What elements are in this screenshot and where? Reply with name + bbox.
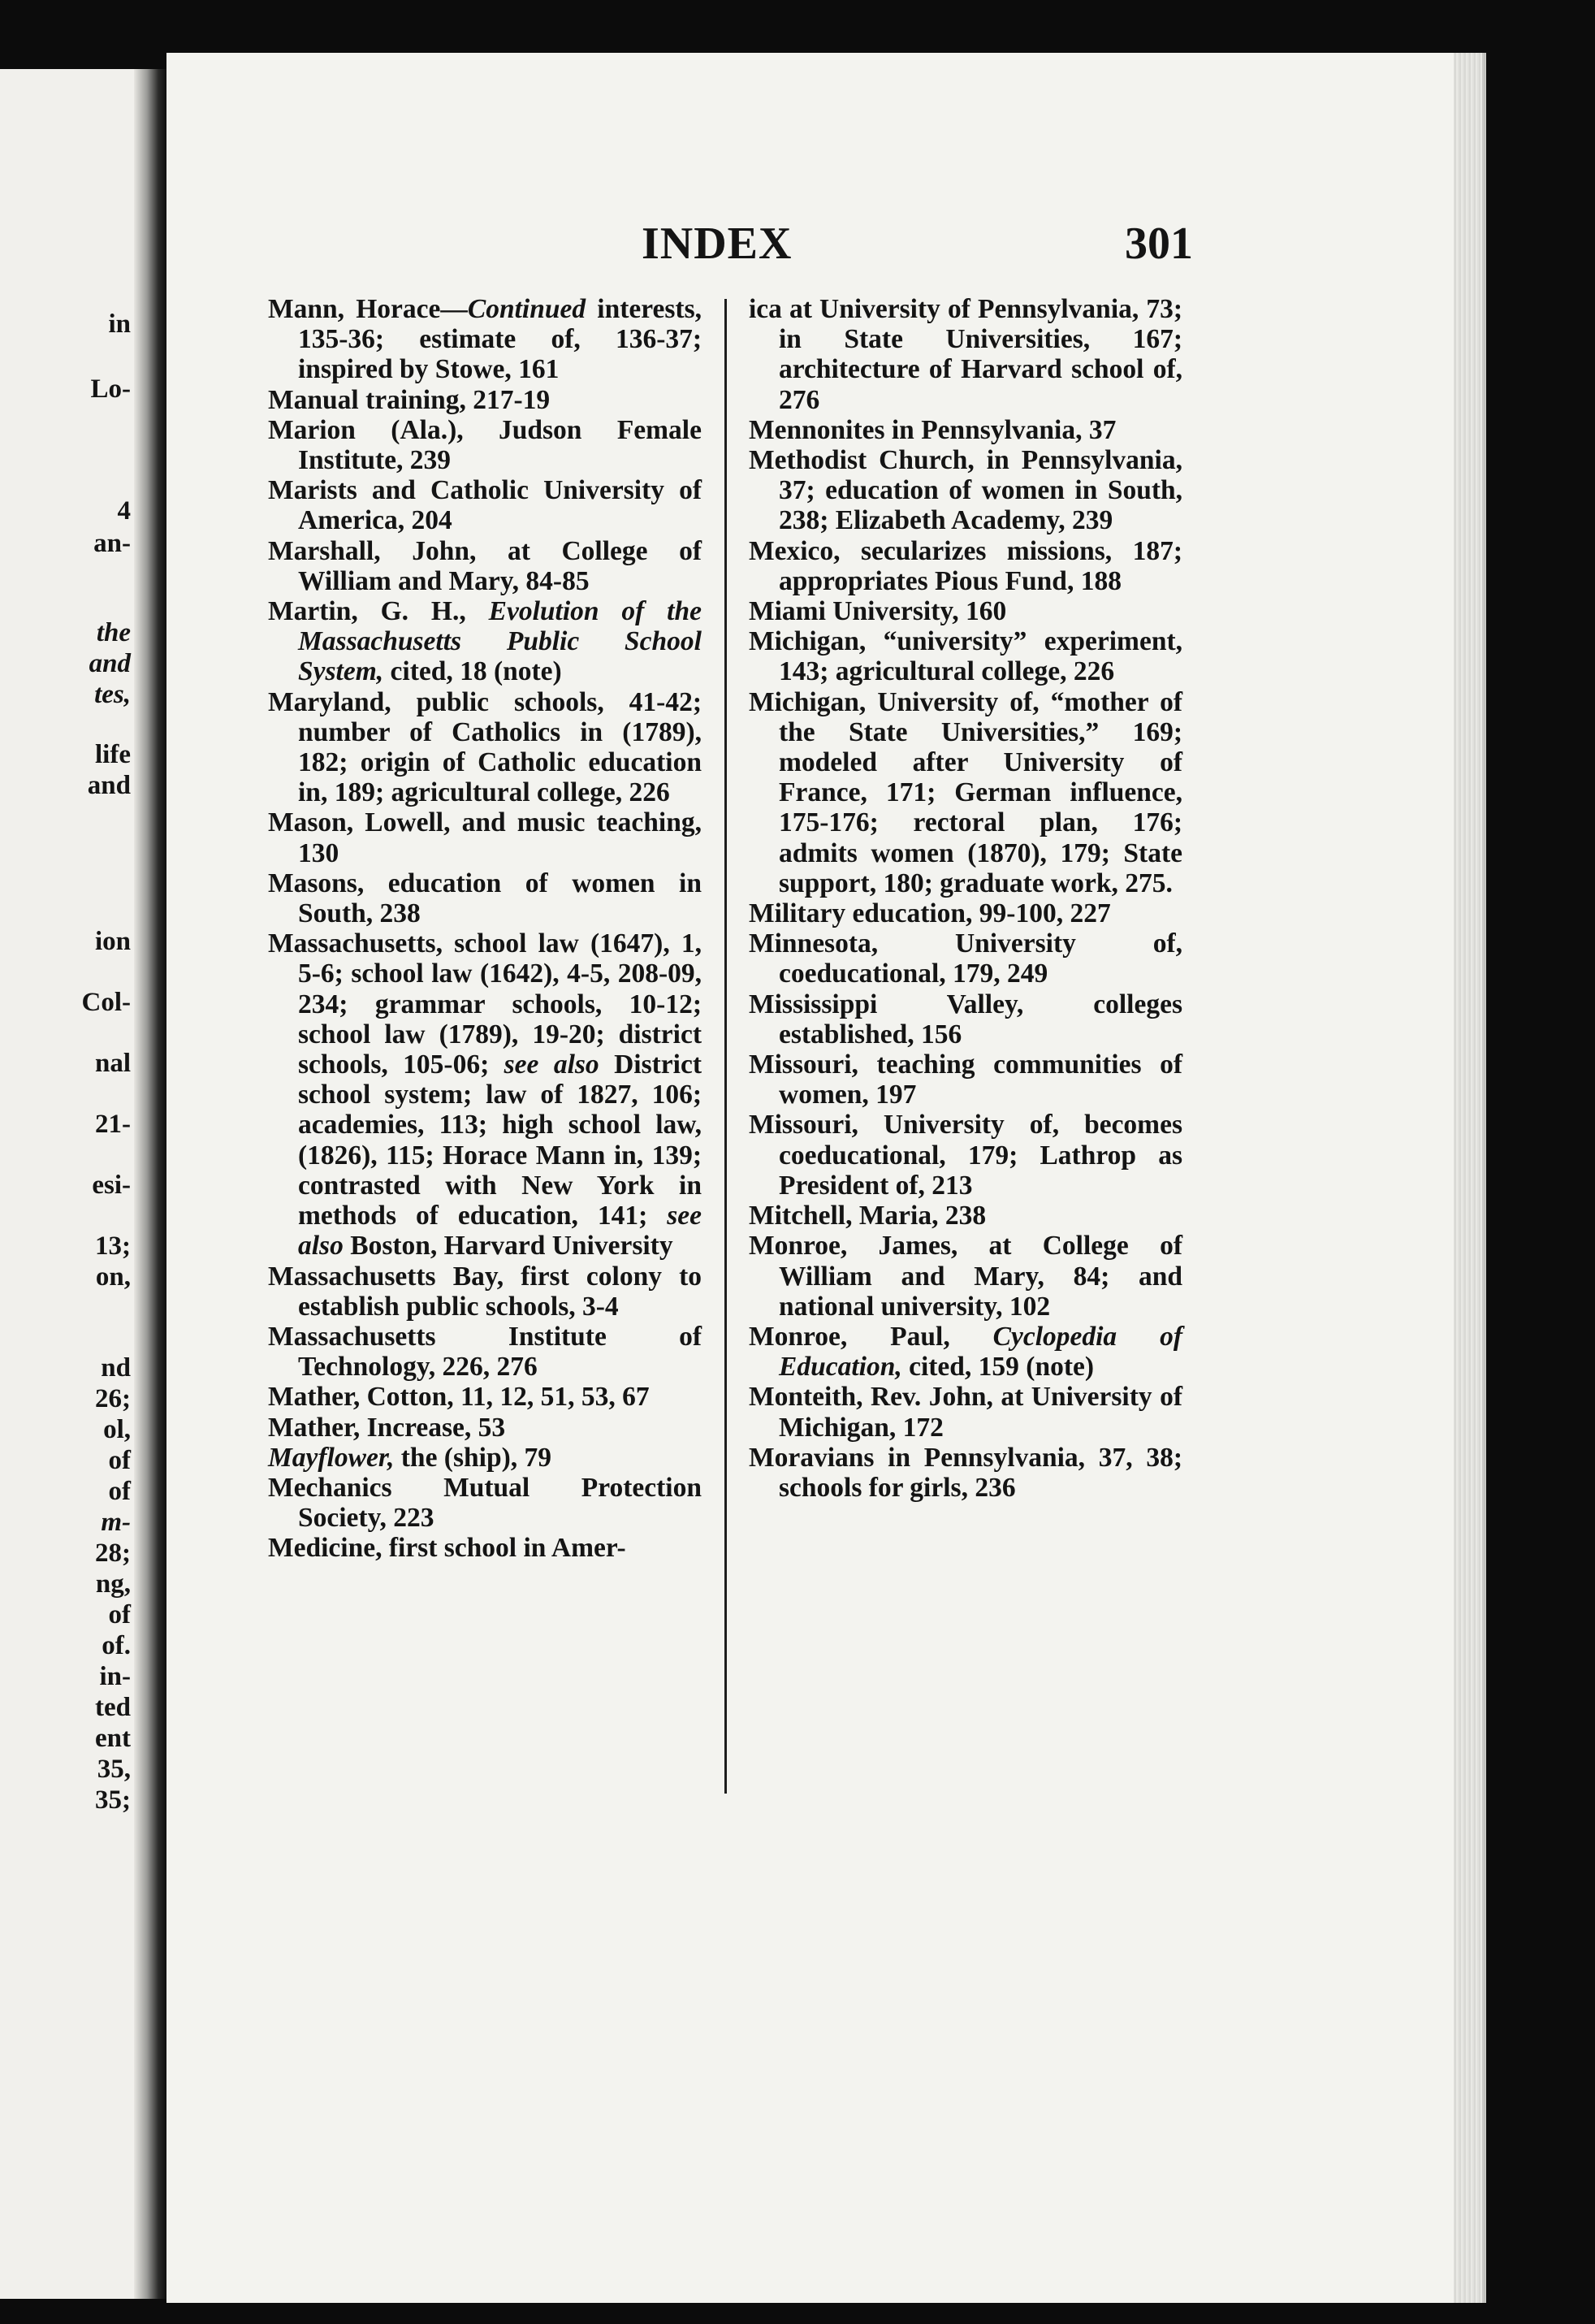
index-entry [268, 807, 702, 868]
index-entry [268, 415, 702, 475]
index-entry-text: Mather, Increase, 53 [268, 1412, 506, 1443]
index-entry-text: Michigan, “university” experiment, 143; agricultural college, 226 [749, 626, 1182, 687]
index-entry-text: Mather, Cotton, 11, 12, 51, 53, 67 [268, 1382, 650, 1413]
left-page-text-fragment: esi- [92, 1171, 131, 1200]
index-entry [749, 1322, 1182, 1382]
left-page-text-fragment: of [108, 1477, 131, 1506]
left-page-text-fragment: Col- [81, 988, 131, 1017]
index-entry [749, 1382, 1182, 1442]
index-entry [749, 687, 1182, 898]
index-entry [268, 1262, 702, 1322]
left-page-text-fragment: 35; [95, 1785, 131, 1815]
left-page-text-fragment: of. [102, 1631, 131, 1660]
index-entry [268, 1322, 702, 1382]
index-entry-italic-text: see also [298, 1201, 702, 1262]
index-entry-italic-text: see also [504, 1049, 599, 1080]
index-entry-text: Mason, Lowell, and music teaching, 130 [268, 807, 702, 868]
left-page-text-fragment: m- [101, 1508, 131, 1537]
index-entry-text: Miami University, 160 [749, 596, 1007, 627]
index-entry [749, 1231, 1182, 1322]
left-page-text-fragment: 28; [95, 1539, 131, 1568]
index-entry-text: Masons, education of women in South, 238 [268, 868, 702, 929]
index-entry [268, 928, 702, 1261]
index-entry [749, 415, 1182, 445]
index-entry-text: Marshall, John, at College of William and Mary, 84-85 [268, 535, 702, 596]
left-page-text-fragment: ent [95, 1724, 131, 1753]
index-entry-italic-text: Evolution of the Massachusetts Public School System, [298, 596, 702, 687]
left-page-text-fragment: Lo- [90, 374, 131, 404]
index-entry [749, 1443, 1182, 1503]
index-entry [749, 445, 1182, 536]
index-entry [268, 1382, 702, 1412]
index-entry [749, 898, 1182, 928]
left-page-text-fragment: ion [94, 927, 131, 956]
index-entry-italic-text: Cyclopedia of Education, [779, 1321, 1182, 1383]
index-entry-text: Medicine, first school in Amer- [268, 1533, 626, 1564]
column-divider [724, 299, 727, 1794]
index-entry-text: Mennonites in Pennsylvania, 37 [749, 414, 1117, 445]
left-page-text-fragment: an- [93, 529, 131, 558]
index-entry [268, 475, 702, 535]
index-entry-text: cited, 159 (note) [901, 1352, 1095, 1383]
left-page-text-fragment: ol, [103, 1415, 131, 1444]
index-entry-italic-text: Continued [467, 294, 586, 324]
index-entry-text: Mississippi Valley, colleges established, 156 [749, 989, 1182, 1049]
left-page-text-fragment: 4 [117, 496, 131, 526]
index-entry [749, 626, 1182, 686]
index-entry-text: the (ship), 79 [394, 1442, 551, 1473]
page-number: 301 [1125, 219, 1193, 269]
index-entry-text: cited, 18 (note) [383, 656, 562, 687]
left-page-text-fragment: the [96, 618, 131, 647]
left-page-text-fragment: nd [101, 1353, 131, 1383]
left-page-text-fragment: 26; [95, 1384, 131, 1413]
index-entry-text: Mitchell, Maria, 238 [749, 1201, 987, 1231]
index-column-left [268, 294, 702, 1564]
index-entry [268, 1533, 702, 1563]
index-entry [268, 596, 702, 687]
left-page-text-fragment: tes, [94, 680, 131, 709]
index-entry-text: Massachusetts, school law (1647), 1, 5-6; school law (1642), 4-5, 208-09, 234; grammar schools, 10-12; school law (1789), 19-20; district schools, 105-06; [268, 928, 702, 1080]
index-entry [749, 536, 1182, 596]
index-entry [749, 294, 1182, 415]
left-page-text-fragment: 21- [95, 1110, 131, 1139]
left-page-text-fragment: life [95, 740, 131, 769]
left-page-text-fragment: nal [94, 1049, 131, 1078]
index-entry [268, 1413, 702, 1443]
index-entry-text: Military education, 99-100, 227 [749, 898, 1111, 929]
index-entry-text: Michigan, University of, “mother of the State Universities,” 169; modeled after University of France, 171; German influence, 175-176; rectoral plan, 176; admits women (1870), 179; State support, 180; graduate work, 275. [749, 686, 1182, 898]
index-entry-text: Minnesota, University of, coeducational, 179, 249 [749, 928, 1182, 989]
index-column-right [749, 294, 1182, 1503]
left-page-text-fragment: 35, [97, 1755, 131, 1784]
index-entry-text: Massachusetts Institute of Technology, 226, 276 [268, 1321, 702, 1383]
index-entry-text: Monroe, James, at College of William and Mary, 84; and national university, 102 [749, 1231, 1182, 1322]
index-entry [268, 1443, 702, 1473]
left-page-text-fragment: and [87, 771, 131, 800]
left-page-text-fragment: 13; [95, 1231, 131, 1261]
index-entry [268, 536, 702, 596]
left-page-text-fragment: ng, [95, 1569, 131, 1599]
index-entry-text: Marists and Catholic University of America, 204 [268, 475, 702, 536]
index-entry-text: Monteith, Rev. John, at University of Michigan, 172 [749, 1382, 1182, 1443]
index-entry [749, 1201, 1182, 1231]
index-entry-text: interests, 135-36; estimate of, 136-37; inspired by Stowe, 161 [298, 294, 702, 385]
index-entry [268, 868, 702, 928]
book-gutter [134, 69, 166, 2299]
left-facing-page [0, 69, 134, 2299]
index-entry-text: Moravians in Pennsylvania, 37, 38; schools for girls, 236 [749, 1442, 1182, 1503]
index-entry [268, 385, 702, 415]
left-page-text-fragment: and [89, 649, 131, 678]
left-page-text-fragment: of [108, 1446, 131, 1475]
index-entry-text: District school system; law of 1827, 106; academies, 113; high school law, (1826), 115; Horace Mann in, 139; contrasted with New York in methods of education, 141; [298, 1049, 702, 1231]
index-entry [749, 1049, 1182, 1110]
index-entry-text: Mexico, secularizes missions, 187; appropriates Pious Fund, 188 [749, 535, 1182, 596]
index-entry [749, 1110, 1182, 1201]
index-entry-text: Marion (Ala.), Judson Female Institute, 239 [268, 414, 702, 476]
index-entry-text: Massachusetts Bay, first colony to establish public schools, 3-4 [268, 1261, 702, 1322]
left-page-text-fragment: in- [99, 1662, 131, 1691]
left-page-text-fragment: on, [95, 1262, 131, 1292]
index-entry-text: Missouri, University of, becomes coeducational, 179; Lathrop as President of, 213 [749, 1110, 1182, 1201]
left-page-text-fragment: ted [95, 1693, 131, 1722]
index-entry-text: Boston, Harvard University [343, 1231, 673, 1262]
index-entry-text: Manual training, 217-19 [268, 384, 551, 415]
index-entry [268, 294, 702, 385]
index-entry-text: Monroe, Paul, [749, 1321, 993, 1352]
index-entry-text: Maryland, public schools, 41-42; number of Catholics in (1789), 182; origin of Catholic education in, 189; agricultural college, 226 [268, 686, 702, 808]
left-page-text-fragment: of [108, 1600, 131, 1629]
index-entry [268, 687, 702, 808]
index-entry-text: Mann, Horace— [268, 294, 468, 324]
index-entry-italic-text: Mayflower, [268, 1442, 395, 1473]
index-entry-text: ica at University of Pennsylvania, 73; in State Universities, 167; architecture of Harvard school of, 276 [749, 294, 1182, 415]
index-entry [268, 1473, 702, 1533]
index-entry-text: Missouri, teaching communities of women, 197 [749, 1049, 1182, 1110]
index-entry-text: Martin, G. H., [268, 596, 489, 627]
index-entry [749, 928, 1182, 989]
index-entry-text: Methodist Church, in Pennsylvania, 37; education of women in South, 238; Elizabeth Academy, 239 [749, 445, 1182, 536]
left-page-text-fragment: in [108, 309, 131, 339]
page-title: INDEX [642, 219, 793, 269]
index-entry [749, 596, 1182, 626]
index-entry-text: Mechanics Mutual Protection Society, 223 [268, 1472, 702, 1534]
page-edge [1454, 53, 1486, 2303]
index-entry [749, 989, 1182, 1049]
